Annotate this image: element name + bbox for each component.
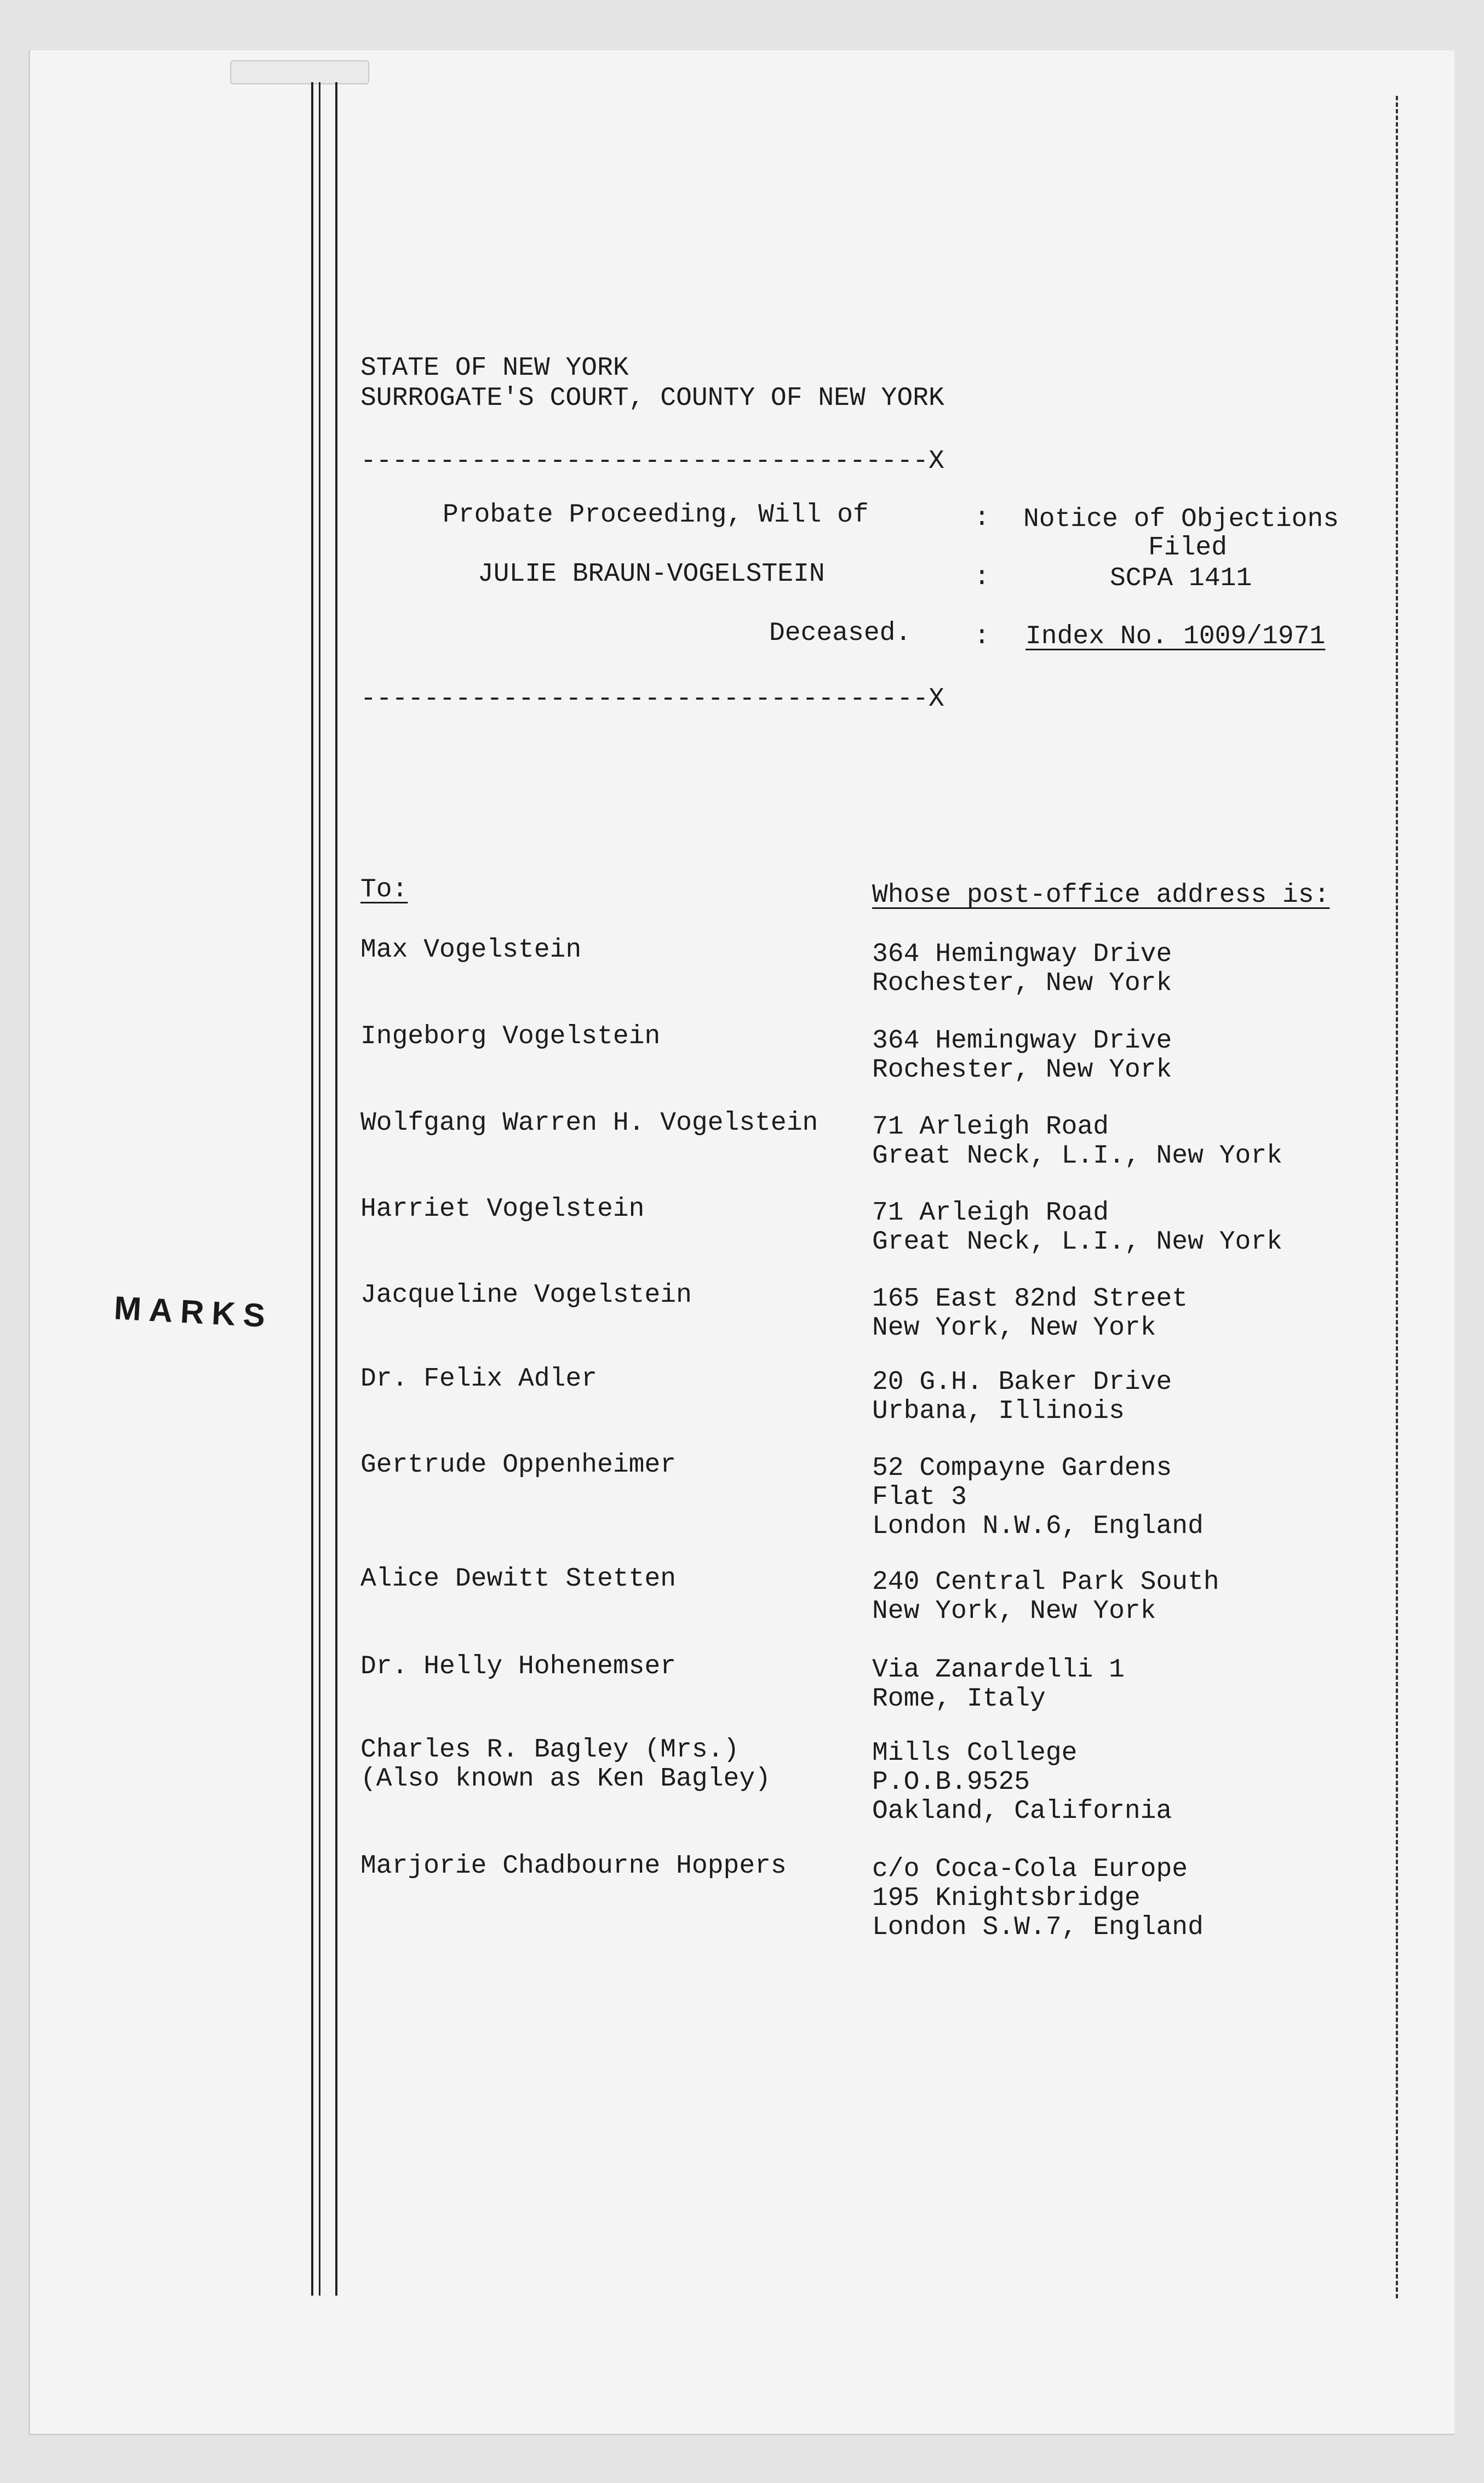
to-heading: To: [360, 875, 408, 905]
recipient-name: Dr. Felix Adler [360, 1364, 598, 1394]
deceased-label: Deceased. [769, 619, 912, 648]
recipient-address: Via Zanardelli 1 [872, 1655, 1125, 1685]
court-heading: SURROGATE'S COURT, COUNTY OF NEW YORK [360, 384, 944, 413]
statute-reference: SCPA 1411 [1110, 564, 1252, 593]
recipient-address: Oakland, California [872, 1797, 1172, 1826]
separator-bottom: ------------------------------------X [360, 684, 944, 714]
recipient-address: New York, New York [872, 1597, 1156, 1626]
proceeding-label: Probate Proceeding, Will of [443, 500, 869, 530]
margin-rule [311, 82, 313, 2296]
recipient-name: Ingeborg Vogelstein [360, 1022, 661, 1051]
recipient-name: Jacqueline Vogelstein [360, 1280, 692, 1310]
recipient-address: London N.W.6, England [872, 1512, 1204, 1541]
recipient-address: Urbana, Illinois [872, 1397, 1125, 1426]
recipient-address: 364 Hemingway Drive [872, 1026, 1172, 1056]
recipient-address: 195 Knightsbridge [872, 1884, 1141, 1913]
recipient-address: Great Neck, L.I., New York [872, 1227, 1282, 1257]
recipient-address: 71 Arleigh Road [872, 1112, 1109, 1142]
recipient-address: 20 G.H. Baker Drive [872, 1368, 1172, 1397]
recipient-address: 52 Compayne Gardens [872, 1454, 1172, 1483]
recipient-address: 71 Arleigh Road [872, 1198, 1109, 1228]
recipient-name: Marjorie Chadbourne Hoppers [360, 1851, 787, 1881]
notice-title-filed: Filed [1148, 533, 1228, 563]
address-heading: Whose post-office address is: [872, 880, 1330, 910]
recipient-name: Wolfgang Warren H. Vogelstein [360, 1108, 818, 1138]
recipient-name: Alice Dewitt Stetten [360, 1564, 677, 1594]
index-number: Index No. 1009/1971 [1025, 622, 1326, 651]
recipient-name: Charles R. Bagley (Mrs.) [360, 1735, 740, 1765]
recipient-address: Rochester, New York [872, 969, 1172, 998]
recipient-address: 240 Central Park South [872, 1567, 1219, 1597]
caption-colon: : [974, 563, 990, 592]
recipient-address: c/o Coca-Cola Europe [872, 1855, 1188, 1884]
recipient-address: 364 Hemingway Drive [872, 940, 1172, 969]
right-margin-rule [1396, 96, 1398, 2298]
margin-rule [335, 82, 337, 2296]
recipient-address: 165 East 82nd Street [872, 1284, 1188, 1314]
paper-clip-tab [230, 60, 369, 84]
recipient-name: Max Vogelstein [360, 935, 582, 965]
recipient-address: Rome, Italy [872, 1684, 1046, 1714]
caption-colon: : [974, 504, 990, 533]
marks-stamp: MARKS [113, 1289, 274, 1335]
separator-top: ------------------------------------X [360, 447, 944, 476]
recipient-address: Rochester, New York [872, 1055, 1172, 1085]
recipient-address: London S.W.7, England [872, 1913, 1204, 1942]
recipient-address: P.O.B.9525 [872, 1767, 1030, 1797]
decedent-name: JULIE BRAUN-VOGELSTEIN [478, 559, 825, 589]
recipient-name: (Also known as Ken Bagley) [360, 1764, 771, 1794]
recipient-address: Mills College [872, 1738, 1078, 1768]
recipient-name: Harriet Vogelstein [360, 1194, 645, 1224]
caption-colon: : [974, 622, 990, 651]
recipient-address: Flat 3 [872, 1483, 967, 1512]
margin-rule [319, 82, 320, 2296]
notice-title: Notice of Objections [1023, 505, 1339, 534]
recipient-name: Gertrude Oppenheimer [360, 1450, 677, 1480]
recipient-address: Great Neck, L.I., New York [872, 1141, 1282, 1171]
state-heading: STATE OF NEW YORK [360, 353, 629, 383]
recipient-address: New York, New York [872, 1313, 1156, 1343]
recipient-name: Dr. Helly Hohenemser [360, 1652, 677, 1681]
